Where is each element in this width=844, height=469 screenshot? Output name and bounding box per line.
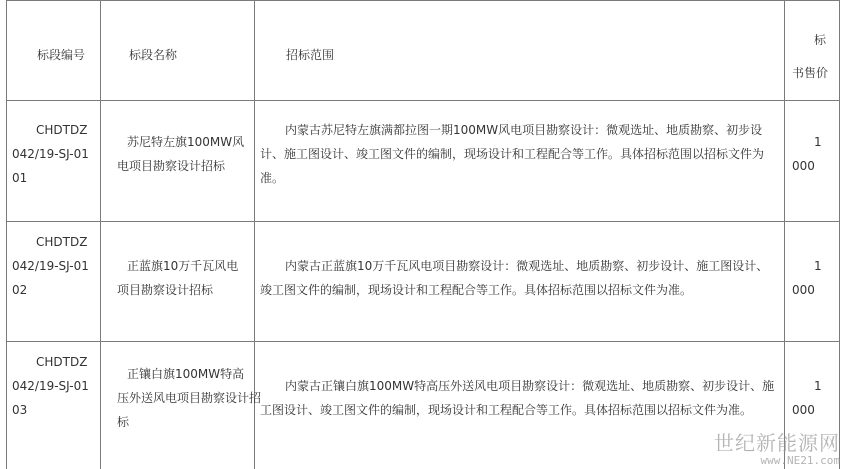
header-name: 标段名称 — [129, 48, 178, 62]
row-scope-line: 内蒙古苏尼特左旗满都拉图一期100MW风电项目勘察设计：微观选址、地质勘察、初步设 — [285, 123, 763, 137]
row-name-line: 苏尼特左旗100MW风 — [127, 135, 245, 149]
row-code-line: 02 — [12, 283, 28, 297]
row-price-line: 1 — [814, 259, 822, 273]
row-name — [117, 254, 239, 302]
row-price-line: 1 — [814, 135, 822, 149]
row-scope-line: 工图设计、竣工图文件的编制，现场设计和工程配合等工作。具体招标范围以招标文件为准。 — [260, 403, 753, 417]
header-price-line1: 标 — [814, 33, 827, 47]
row-name-line: 项目勘察设计招标 — [117, 283, 214, 297]
row-name-line: 压外送风电项目勘察设计招 — [117, 391, 262, 405]
row-scope-line: 内蒙古正镶白旗100MW特高压外送风电项目勘察设计：微观选址、地质勘察、初步设计、施 — [285, 379, 775, 393]
row-scope-line: 内蒙古正蓝旗10万千瓦风电项目勘察设计：微观选址、地质勘察、初步设计、施工图设计、 — [285, 259, 769, 273]
row-divider — [6, 221, 840, 222]
row-price-line: 000 — [792, 283, 815, 297]
row-price — [792, 254, 822, 302]
row-name-line: 电项目勘察设计招标 — [117, 159, 226, 173]
row-code — [12, 230, 89, 302]
row-code-line: 042/19-SJ-01 — [12, 379, 89, 393]
row-price-line: 000 — [792, 403, 815, 417]
header-code: 标段编号 — [37, 48, 86, 62]
row-name — [117, 130, 245, 178]
row-price-line: 000 — [792, 159, 815, 173]
row-code-line: CHDTDZ — [36, 355, 88, 369]
row-scope-line: 计、施工图设计、竣工图文件的编制，现场设计和工程配合等工作。具体招标范围以招标文件为 — [260, 147, 765, 161]
row-code-line: 042/19-SJ-01 — [12, 147, 89, 161]
row-scope — [260, 118, 765, 190]
table-border-right — [839, 0, 840, 469]
row-code-line: 042/19-SJ-01 — [12, 259, 89, 273]
row-code — [12, 118, 89, 190]
row-scope-line: 竣工图文件的编制，现场设计和工程配合等工作。具体招标范围以招标文件为准。 — [260, 283, 693, 297]
row-code-line: CHDTDZ — [36, 123, 88, 137]
row-code-line: CHDTDZ — [36, 235, 88, 249]
row-name — [117, 362, 262, 434]
header-price-line2: 书售价 — [792, 66, 829, 80]
row-scope — [260, 374, 775, 422]
row-divider — [6, 100, 840, 101]
row-name-line: 正蓝旗10万千瓦风电 — [127, 259, 239, 273]
header-scope: 招标范围 — [286, 48, 335, 62]
row-scope-line: 准。 — [260, 171, 285, 185]
row-code-line: 01 — [12, 171, 28, 185]
row-divider — [6, 341, 840, 342]
row-code — [12, 350, 89, 422]
column-divider — [100, 0, 101, 469]
row-name-line: 正镶白旗100MW特高 — [127, 367, 245, 381]
watermark-text: 世纪新能源网 — [714, 431, 840, 455]
row-code-line: 03 — [12, 403, 28, 417]
row-scope — [260, 254, 769, 302]
table-border-top — [6, 0, 840, 1]
table-border-left — [6, 0, 7, 469]
column-divider — [784, 0, 785, 469]
watermark-url: www.NE21.com — [760, 454, 840, 467]
row-price — [792, 374, 822, 422]
row-price — [792, 130, 822, 178]
row-price-line: 1 — [814, 379, 822, 393]
row-name-line: 标 — [117, 415, 130, 429]
watermark-logo — [714, 432, 840, 467]
